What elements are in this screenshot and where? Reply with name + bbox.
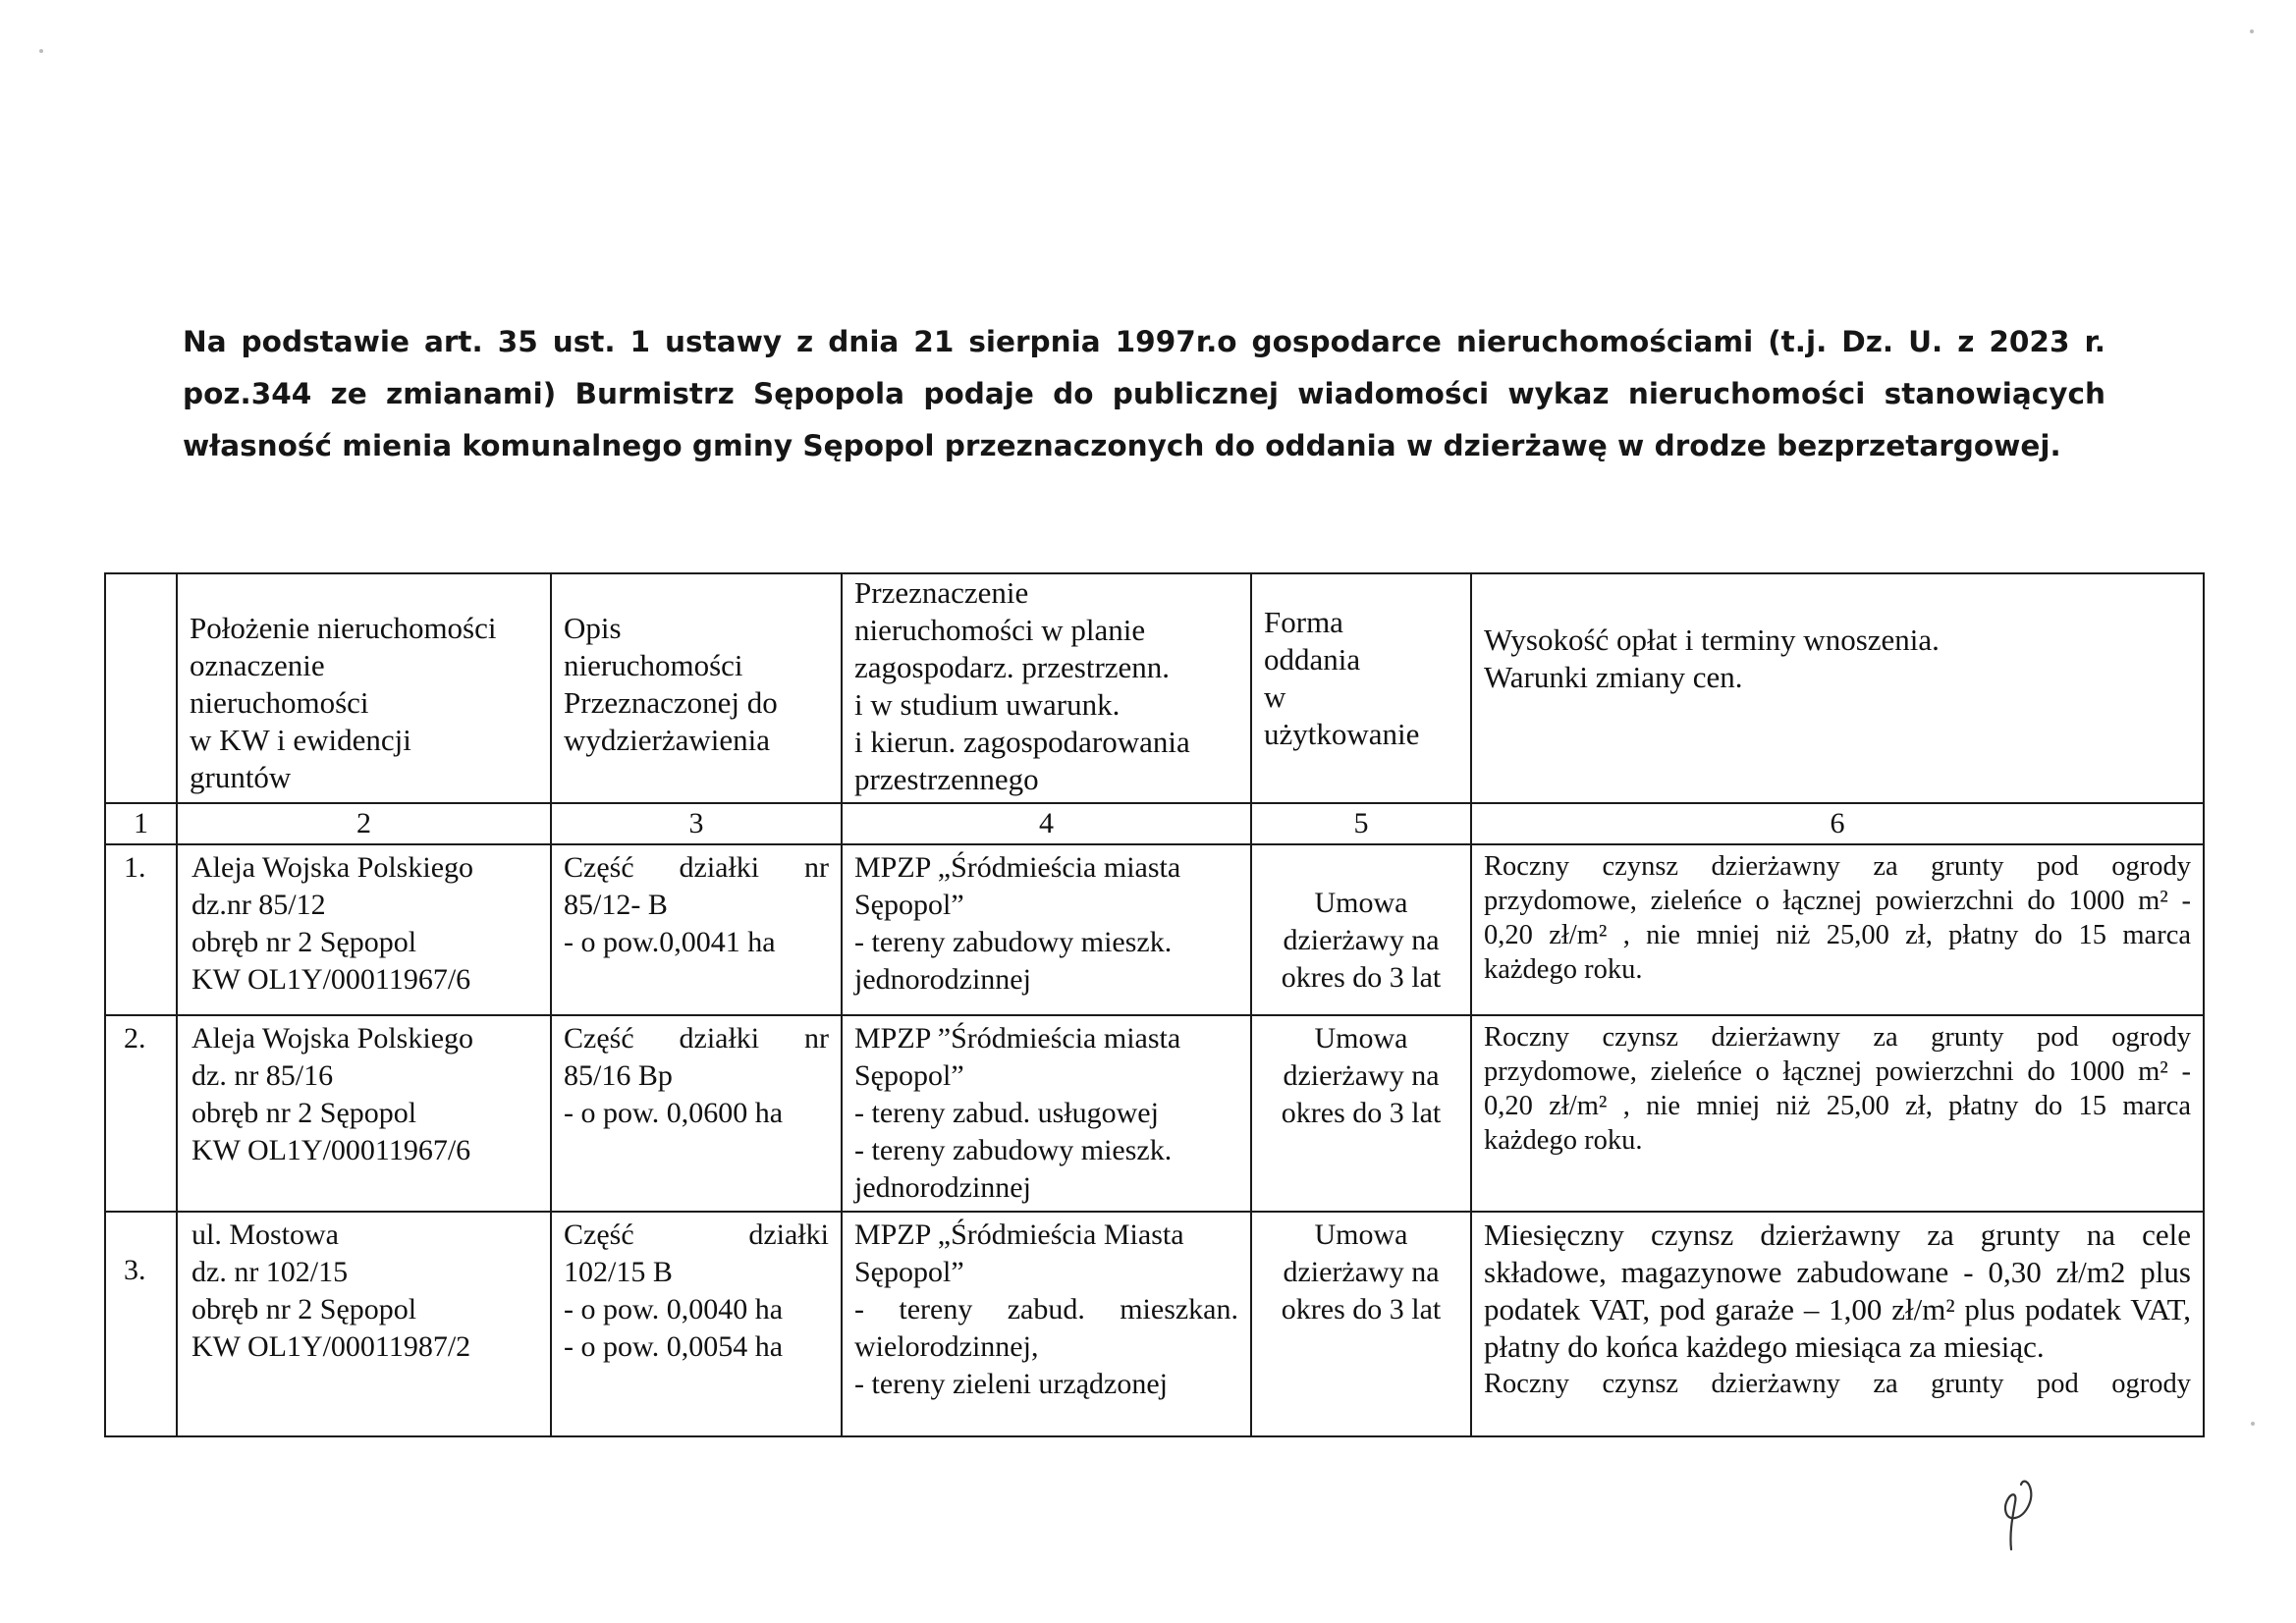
purpose-line: jednorodzinnej xyxy=(854,1171,1031,1204)
row-form xyxy=(1251,1015,1471,1212)
header-form-line: w xyxy=(1264,679,1286,714)
form-line: Umowa xyxy=(1314,887,1408,919)
description-line: Część działki xyxy=(564,1218,829,1251)
purpose-line: jednorodzinnej xyxy=(854,963,1031,996)
description-line: - o pow. 0,0600 ha xyxy=(564,1097,784,1129)
row-location xyxy=(177,1015,551,1212)
form-line: dzierżawy na xyxy=(1283,924,1440,956)
header-location-line: nieruchomości xyxy=(190,685,369,720)
form-line: dzierżawy na xyxy=(1283,1059,1440,1092)
header-description-line: Przeznaczonej do xyxy=(564,685,778,720)
column-number-row xyxy=(105,803,2204,844)
row-fees: Roczny czynsz dzierżawny za grunty pod ogrody przydomowe, zieleńce o łącznej powierzchni do 1000 m² - 0,20 zł/m² , nie mniej niż 25,00 zł, płatny do 15 marca każdego roku. xyxy=(1471,1015,2204,1212)
purpose-line: - tereny zabud. mieszkan. xyxy=(854,1293,1238,1325)
row-description xyxy=(551,1015,842,1212)
location-line: KW OL1Y/00011967/6 xyxy=(191,1134,471,1166)
location-line: dz.nr 85/12 xyxy=(191,889,326,921)
column-number: 1 xyxy=(105,803,177,844)
table-header-row xyxy=(105,573,2204,803)
description-line: - o pow.0,0041 ha xyxy=(564,926,776,958)
header-form xyxy=(1251,573,1471,803)
purpose-line: Sępopol” xyxy=(854,1256,964,1288)
header-purpose xyxy=(842,573,1251,803)
header-form-line: użytkowanie xyxy=(1264,717,1420,751)
header-purpose-line: i kierun. zagospodarowania xyxy=(854,725,1190,759)
intro-paragraph: Na podstawie art. 35 ust. 1 ustawy z dnia 21 sierpnia 1997r.o gospodarce nieruchomościami (t.j. Dz. U. z 2023 r. poz.344 ze zmianami) Burmistrz Sępopola podaje do publicznej wiadomości wykaz nieruchomości stanowiących własność mienia komunalnego gminy Sępopol przeznaczonych do oddania w dzierżawę w drodze bezprzetargowej. xyxy=(183,325,2105,462)
form-line: dzierżawy na xyxy=(1283,1256,1440,1288)
purpose-line: MPZP „Śródmieścia miasta xyxy=(854,851,1181,884)
header-location-line: w KW i ewidencji xyxy=(190,723,411,757)
form-line: Umowa xyxy=(1314,1218,1408,1251)
location-line: obręb nr 2 Sępopol xyxy=(191,926,417,958)
header-description-line: Opis xyxy=(564,611,622,645)
table-row xyxy=(105,844,2204,1015)
fees-text: Miesięczny czynsz dzierżawny za grunty na cele składowe, magazynowe zabudowane - 0,30 zł/m2 plus podatek VAT, pod garaże – 1,00 zł/m² plus podatek VAT, płatny do końca każdego miesiąca za miesiąc. xyxy=(1484,1217,2191,1364)
purpose-line: Sępopol” xyxy=(854,889,964,921)
table-row xyxy=(105,1015,2204,1212)
purpose-line: wielorodzinnej, xyxy=(854,1330,1039,1363)
purpose-line: MPZP „Śródmieścia Miasta xyxy=(854,1218,1184,1251)
handwritten-initials xyxy=(1994,1463,2052,1551)
header-fees-line: Wysokość opłat i terminy wnoszenia. xyxy=(1484,622,1940,657)
header-purpose-line: zagospodarz. przestrzenn. xyxy=(854,650,1171,684)
description-line: Część działki nr xyxy=(564,1022,829,1055)
description-line: 85/12- B xyxy=(564,889,668,921)
purpose-line: - tereny zabudowy mieszk. xyxy=(854,926,1173,958)
location-line: dz. nr 102/15 xyxy=(191,1256,349,1288)
form-line: Umowa xyxy=(1314,1022,1408,1055)
location-line: obręb nr 2 Sępopol xyxy=(191,1293,417,1325)
row-number: 3. xyxy=(105,1212,177,1436)
table-row xyxy=(105,1212,2204,1436)
column-number: 2 xyxy=(177,803,551,844)
description-line: Część działki nr xyxy=(564,851,829,884)
purpose-line: - tereny zabudowy mieszk. xyxy=(854,1134,1173,1166)
column-number: 6 xyxy=(1471,803,2204,844)
form-line: okres do 3 lat xyxy=(1281,1097,1442,1129)
description-line: - o pow. 0,0040 ha xyxy=(564,1293,784,1325)
location-line: dz. nr 85/16 xyxy=(191,1059,334,1092)
header-location-line: oznaczenie xyxy=(190,648,325,682)
header-location-line: Położenie nieruchomości xyxy=(190,611,497,645)
description-line: 102/15 B xyxy=(564,1256,673,1288)
row-description xyxy=(551,844,842,1015)
scan-speck xyxy=(39,49,43,53)
row-location xyxy=(177,844,551,1015)
column-number: 3 xyxy=(551,803,842,844)
location-line: Aleja Wojska Polskiego xyxy=(191,1022,474,1055)
row-fees: Roczny czynsz dzierżawny za grunty pod ogrody przydomowe, zieleńce o łącznej powierzchni do 1000 m² - 0,20 zł/m² , nie mniej niż 25,00 zł, płatny do 15 marca każdego roku. xyxy=(1471,844,2204,1015)
header-description-line: nieruchomości xyxy=(564,648,743,682)
header-description xyxy=(551,573,842,803)
row-purpose xyxy=(842,844,1251,1015)
description-line: 85/16 Bp xyxy=(564,1059,673,1092)
header-purpose-line: przestrzennego xyxy=(854,762,1039,796)
purpose-line: - tereny zieleni urządzonej xyxy=(854,1368,1168,1400)
location-line: KW OL1Y/00011987/2 xyxy=(191,1330,471,1363)
row-purpose xyxy=(842,1015,1251,1212)
purpose-line: Sępopol” xyxy=(854,1059,964,1092)
fees-continued-text: Roczny czynsz dzierżawny za grunty pod ogrody xyxy=(1484,1369,2191,1399)
form-line: okres do 3 lat xyxy=(1281,961,1442,994)
location-line: KW OL1Y/00011967/6 xyxy=(191,963,471,996)
row-location xyxy=(177,1212,551,1436)
scan-speck xyxy=(2250,29,2254,33)
header-purpose-line: Przeznaczenie xyxy=(854,575,1029,610)
property-list-table xyxy=(104,572,2205,1437)
row-form xyxy=(1251,1212,1471,1436)
row-number: 1. xyxy=(105,844,177,1015)
header-form-line: Forma xyxy=(1264,605,1343,639)
row-purpose xyxy=(842,1212,1251,1436)
header-purpose-line: i w studium uwarunk. xyxy=(854,687,1121,722)
form-line: okres do 3 lat xyxy=(1281,1293,1442,1325)
header-location-line: gruntów xyxy=(190,760,292,794)
row-fees xyxy=(1471,1212,2204,1436)
column-number: 4 xyxy=(842,803,1251,844)
location-line: Aleja Wojska Polskiego xyxy=(191,851,474,884)
header-location xyxy=(177,573,551,803)
header-description-line: wydzierżawienia xyxy=(564,723,770,757)
description-line: - o pow. 0,0054 ha xyxy=(564,1330,784,1363)
row-number: 2. xyxy=(105,1015,177,1212)
purpose-line: - tereny zabud. usługowej xyxy=(854,1097,1159,1129)
purpose-line: MPZP ”Śródmieścia miasta xyxy=(854,1022,1181,1055)
header-lp xyxy=(105,573,177,803)
header-purpose-line: nieruchomości w planie xyxy=(854,613,1146,647)
header-fees xyxy=(1471,573,2204,803)
row-description xyxy=(551,1212,842,1436)
header-fees-line: Warunki zmiany cen. xyxy=(1484,660,1743,694)
scan-speck xyxy=(2251,1422,2255,1426)
location-line: obręb nr 2 Sępopol xyxy=(191,1097,417,1129)
header-form-line: oddania xyxy=(1264,642,1361,676)
location-line: ul. Mostowa xyxy=(191,1218,339,1251)
column-number: 5 xyxy=(1251,803,1471,844)
row-form xyxy=(1251,844,1471,1015)
